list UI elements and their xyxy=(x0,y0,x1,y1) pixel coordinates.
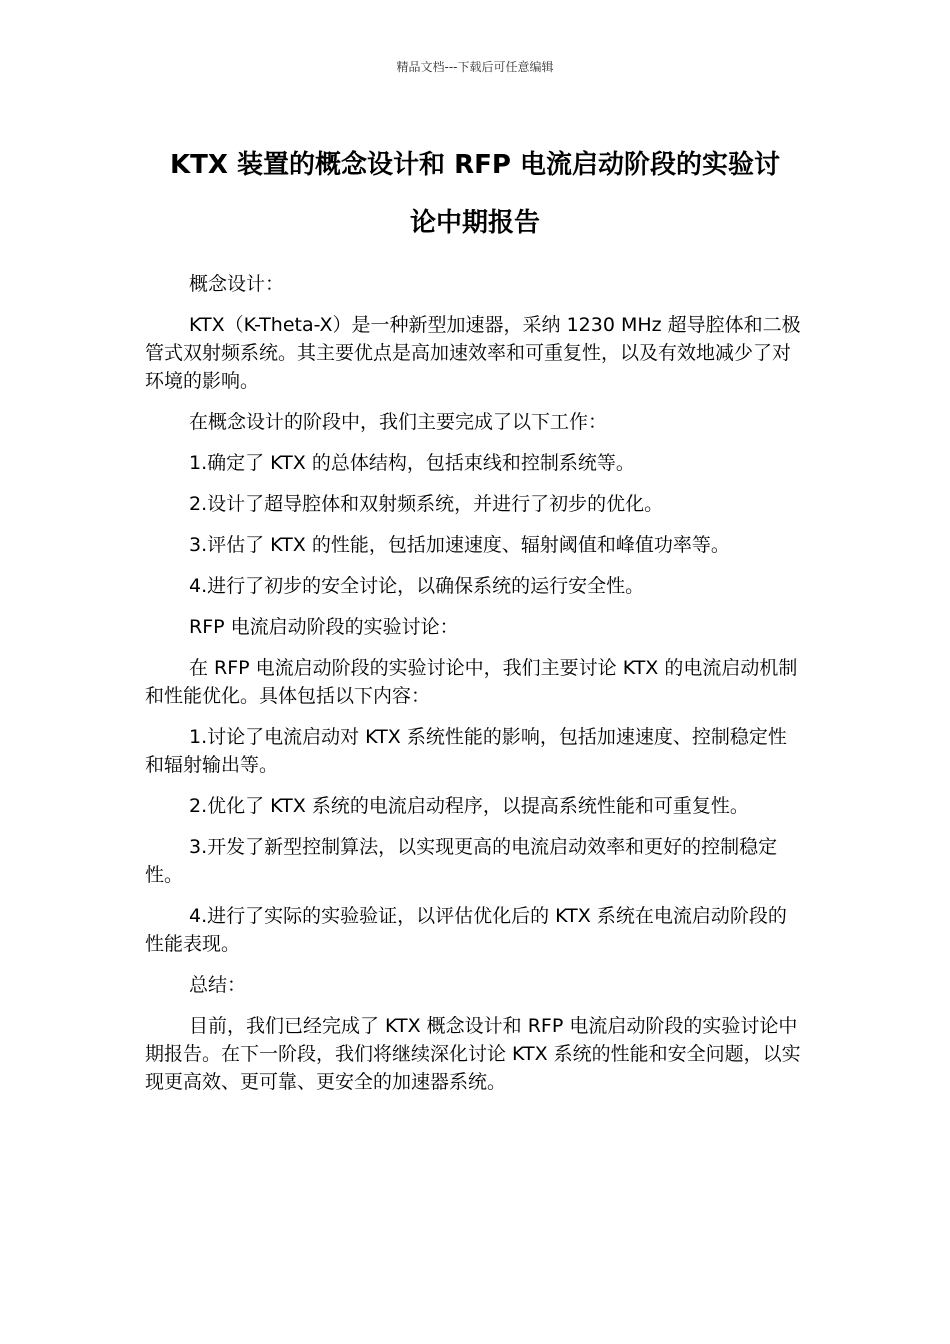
header-note: 精品文档---下载后可任意编辑 xyxy=(396,60,554,74)
section-heading-summary: 总结： xyxy=(189,974,247,996)
list-item: 2.优化了 KTX 系统的电流启动程序，以提高系统性能和可重复性。 xyxy=(189,795,749,817)
list-item: 4.进行了实际的实验验证，以评估优化后的 KTX 系统在电流启动阶段的性能表现。 xyxy=(145,905,787,955)
document-title xyxy=(120,136,830,252)
paragraph-work-lead: 在概念设计的阶段中，我们主要完成了以下工作： xyxy=(189,411,608,433)
list-item: 1.确定了 KTX 的总体结构，包括束线和控制系统等。 xyxy=(189,452,635,474)
title-line-2: 论中期报告 xyxy=(409,208,540,238)
document-body xyxy=(145,270,805,1109)
list-item: 4.进行了初步的安全讨论，以确保系统的运行安全性。 xyxy=(189,575,645,597)
list-item: 3.开发了新型控制算法，以实现更高的电流启动效率和更好的控制稳定性。 xyxy=(145,836,778,886)
paragraph-intro: KTX（K-Theta-X）是一种新型加速器，采纳 1230 MHz 超导腔体和二极管式双射频系统。其主要优点是高加速效率和可重复性，以及有效地减少了对环境的影响。 xyxy=(145,314,801,392)
section-heading-concept: 概念设计： xyxy=(189,273,285,295)
list-item: 3.评估了 KTX 的性能，包括加速速度、辐射阈值和峰值功率等。 xyxy=(189,534,730,556)
list-item: 2.设计了超导腔体和双射频系统，并进行了初步的优化。 xyxy=(189,493,664,515)
list-item: 1.讨论了电流启动对 KTX 系统性能的影响，包括加速速度、控制稳定性和辐射输出等。 xyxy=(145,726,787,776)
paragraph-rfp-intro: 在 RFP 电流启动阶段的实验讨论中，我们主要讨论 KTX 的电流启动机制和性能优化。具体包括以下内容： xyxy=(145,657,798,707)
section-heading-rfp: RFP 电流启动阶段的实验讨论： xyxy=(189,616,459,638)
title-line-1: KTX 装置的概念设计和 RFP 电流启动阶段的实验讨 xyxy=(170,150,780,180)
paragraph-summary: 目前，我们已经完成了 KTX 概念设计和 RFP 电流启动阶段的实验讨论中期报告。在下一阶段，我们将继续深化讨论 KTX 系统的性能和安全问题，以实现更高效、更可靠、更安全的加速器系统。 xyxy=(145,1015,801,1093)
